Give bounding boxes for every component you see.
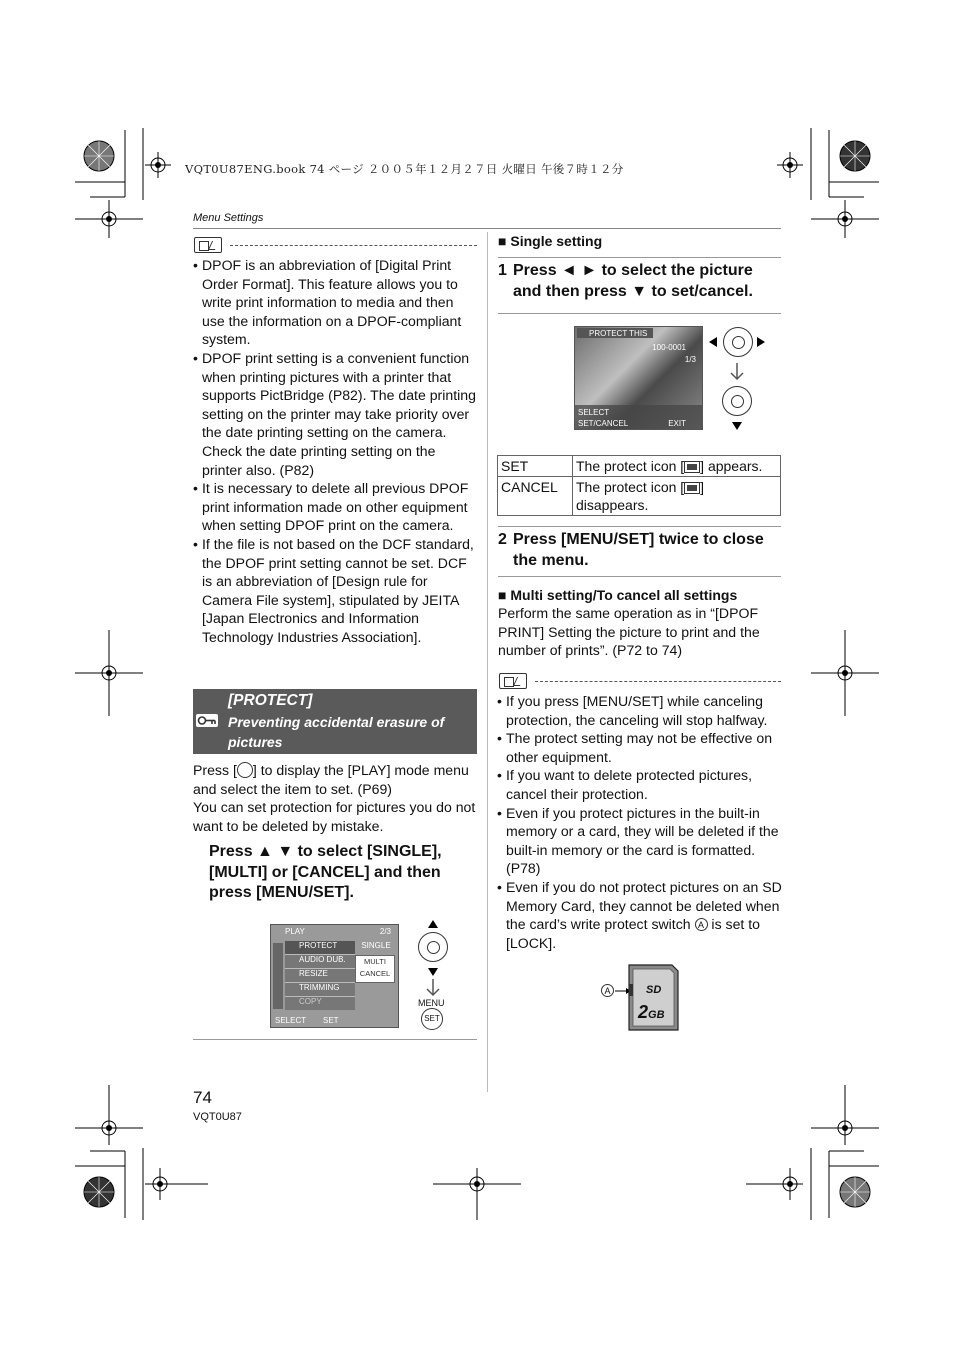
marker-a: A (695, 918, 708, 931)
menu-item-trimming: TRIMMING (285, 983, 355, 997)
note-item: • It is necessary to delete all previous DPOF print information made on other equipment when setting DPOF print on the camera. (193, 479, 477, 535)
menu-item-protect: PROTECT (285, 941, 355, 955)
menu-item-copy: COPY (299, 997, 322, 1006)
note-item: • Even if you do not protect pictures on an SD Memory Card, they cannot be deleted when the card’s write protect switch A is set to [LOCK]. (497, 878, 782, 952)
left-notes-list (193, 256, 477, 646)
single-step-1: 1 Press ◄ ► to select the picture and then press ▼ to set/cancel. (498, 262, 753, 300)
note-item: • Even if you protect pictures in the built-in memory or a card, they will be deleted if the built-in memory or the card is formatted. (P78) (497, 804, 782, 878)
screen-protect-label: PROTECT THIS (589, 329, 648, 338)
sd-card-illustration (600, 962, 682, 1032)
doc-code: VQT0U87 (193, 1111, 242, 1123)
protect-mark-icon (684, 482, 700, 494)
option-cancel: CANCEL (359, 969, 391, 978)
note-header (194, 237, 477, 253)
protect-table (497, 455, 781, 516)
menu-item-resize: RESIZE (285, 969, 355, 983)
table-value: The protect icon [ ] disappears. (573, 477, 781, 516)
arrow-down-icon (728, 362, 746, 382)
table-key: CANCEL (498, 477, 573, 516)
menu-page: 2/3 (379, 927, 391, 936)
dpad-updown-icon (416, 918, 450, 978)
note-item: • If you want to delete protected pictures, cancel their protection. (497, 766, 782, 803)
note-icon (194, 237, 222, 253)
dpad-leftright-icon (708, 324, 768, 360)
option-multi: MULTI (364, 957, 386, 966)
table-row (498, 456, 781, 477)
sd-logo: SD (646, 984, 662, 996)
note-item: • If the file is not based on the DCF standard, the DPOF print setting cannot be set. DCF is an abbreviation of [Design rule for Camera File system], stipulated by JEITA [Japan Electronics and Information Technology Industries Association]. (193, 535, 477, 647)
menu-label: MENU (418, 998, 445, 1008)
note-item: • DPOF is an abbreviation of [Digital Print Order Format]. This feature allows you to write print information to media and then use the information on a DPOF-compliant system. (193, 256, 477, 349)
menu-item-audio-dub: AUDIO DUB. (285, 955, 355, 969)
print-info: VQT0U87ENG.book 74 ページ ２００５年１２月２７日 火曜日 午後７時１２分 (185, 162, 624, 176)
menu-title: PLAY (285, 927, 305, 936)
screen-select: SELECT (578, 408, 610, 417)
option-single: SINGLE (361, 941, 391, 950)
note-item: • The protect setting may not be effective on other equipment. (497, 729, 782, 766)
header-rule (193, 228, 781, 229)
single-heading: ■ Single setting (498, 233, 603, 249)
table-row (498, 477, 781, 516)
protect-intro: Press [ ] to display the [PLAY] mode menu and select the item to set. (P69) You can set protection for pictures you do not want to be deleted by mistake. (193, 762, 476, 834)
column-divider (487, 232, 488, 1092)
multi-heading: ■ Multi setting/To cancel all settings (498, 587, 738, 603)
protect-step: Press ▲ ▼ to select [SINGLE], [MULTI] or [CANCEL] and then press [MENU/SET]. (209, 843, 442, 901)
page-number: 74 (193, 1088, 212, 1107)
right-notes-list (497, 692, 782, 952)
menu-set-button-icon (237, 762, 253, 778)
note-item: • If you press [MENU/SET] while canceling protection, the canceling will stop halfway. (497, 692, 782, 729)
note-item: • DPOF print setting is a convenient function when printing pictures with a printer that supports PictBridge (P82). The date printing setting on the printer may take priority over the date printing setting on the camera. Check the date printing setting on the printer also. (P82) (193, 349, 477, 479)
key-icon (196, 714, 218, 727)
protect-title: [PROTECT] (228, 692, 313, 709)
note-header (499, 673, 781, 689)
arrow-down-icon (424, 978, 442, 998)
section-label: Menu Settings (193, 212, 264, 224)
table-value: The protect icon [ ] appears. (573, 456, 781, 477)
protect-mark-icon (684, 461, 700, 473)
screen-count: 1/3 (684, 355, 696, 364)
note-icon (499, 673, 527, 689)
screen-set-cancel: SET/CANCEL (578, 419, 629, 428)
protect-subtitle: Preventing accidental erasure of pictures (228, 714, 445, 750)
single-step-2: 2 Press [MENU/SET] twice to close the menu. (498, 531, 764, 569)
dpad-down-icon (720, 384, 754, 432)
menu-set-button: SET (421, 1008, 443, 1030)
table-key: SET (498, 456, 573, 477)
sd-capacity: 2 (638, 1002, 649, 1022)
screen-file-number: 100-0001 (652, 343, 686, 352)
menu-footer-set: SET (323, 1016, 339, 1025)
protect-section-banner (193, 689, 477, 754)
protect-this-screen (574, 326, 703, 430)
marker-a: A (601, 984, 614, 997)
sd-unit: GB (648, 1009, 665, 1021)
left-bottom-rule (193, 1039, 477, 1040)
multi-text: Perform the same operation as in “[DPOF PRINT] Setting the picture to print and the number of prints”. (P72 to 74) (498, 605, 760, 659)
screen-exit: EXIT (668, 419, 686, 428)
menu-footer-select: SELECT (275, 1016, 307, 1025)
play-menu-screen (270, 924, 399, 1028)
